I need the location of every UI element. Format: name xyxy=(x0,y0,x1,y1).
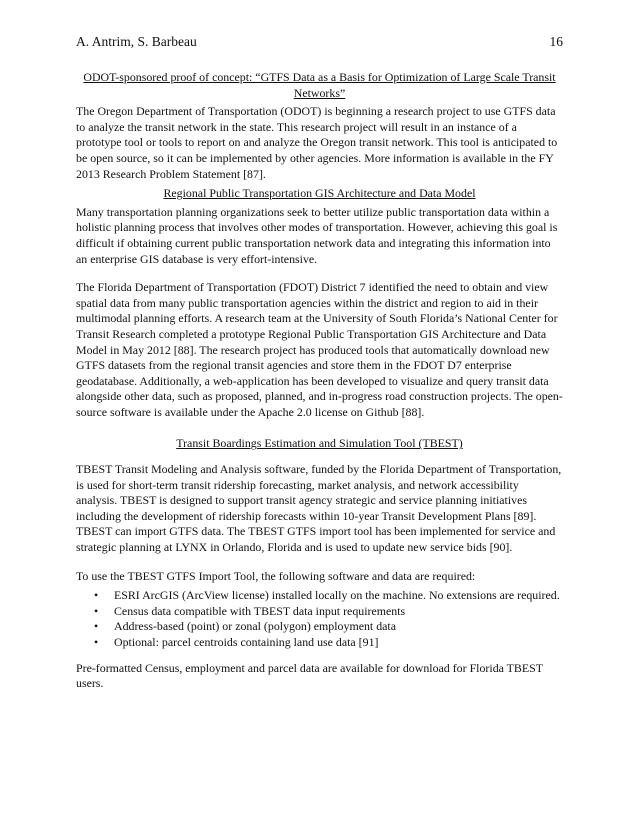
section-heading-tbest: Transit Boardings Estimation and Simulation Tool (TBEST) xyxy=(176,436,463,451)
section-heading-regional-gis: Regional Public Transportation GIS Architecture and Data Model xyxy=(163,186,476,201)
paragraph-regional-2: The Florida Department of Transportation (FDOT) District 7 identified the need to obtain and view spatial data from many public transportation agencies within the district and region to aid in their multimodal planning efforts. A research team at the University of South Florida’s National Center for Transit Research completed a prototype Regional Public Transportation GIS Architecture and Data Model in May 2012 [88]. The research project has produced tools that automatically download new GTFS datasets from the regional transit agencies and store them in the FDOT D7 enterprise geodatabase. Additionally, a web-application has been developed to visualize and query transit data alongside other data, such as proposed, planned, and in-progress road construction projects. The open-source software is available under the Apache 2.0 license on Github [88]. xyxy=(76,280,563,419)
requirements-list xyxy=(76,588,563,650)
paragraph-tbest-1: TBEST Transit Modeling and Analysis software, funded by the Florida Department of Transportation, is used for short-term transit ridership forecasting, market analysis, and network accessibility analysis. TBEST is designed to support transit agency strategic and service planning initiatives including the development of ridership forecasts within 10-year Transit Development Plans [89]. TBEST can import GTFS data. The TBEST GTFS import tool has been implemented for service and strategic planning at LYNX in Orlando, Florida and is used to update new service bids [90]. xyxy=(76,462,562,555)
paragraph-tbest-closing: Pre-formatted Census, employment and parcel data are available for download for Florida TBEST users. xyxy=(76,660,543,691)
page-body xyxy=(76,70,563,696)
list-item: • Address-based (point) or zonal (polygon) employment data xyxy=(76,619,563,635)
page-header xyxy=(76,34,563,50)
list-item: • ESRI ArcGIS (ArcView license) installed locally on the machine. No extensions are required. xyxy=(76,588,563,604)
list-item: • Census data compatible with TBEST data input requirements xyxy=(76,604,563,620)
list-item: • Optional: parcel centroids containing land use data [91] xyxy=(76,635,563,651)
section-heading-odot: ODOT-sponsored proof of concept: “GTFS Data as a Basis for Optimization of Large Scale Transit Networks” xyxy=(83,70,556,100)
paragraph-regional-1: Many transportation planning organizations seek to better utilize public transportation data within a holistic planning process that involves other modes of transportation. However, achieving this goal is difficult if obtaining current public transportation network data and integrating this information into an enterprise GIS database is very effort-intensive. xyxy=(76,204,558,266)
paragraph-odot: The Oregon Department of Transportation (ODOT) is beginning a research project to use GTFS data to analyze the transit network in the state. This research project will result in an instance of a prototype tool or tools to report on and analyze the Oregon transit network. This tool is anticipated to be open source, so it can be implemented by other agencies. More information is available in the FY 2013 Research Problem Statement [87]. xyxy=(76,104,558,181)
page-number: 16 xyxy=(549,34,563,49)
header-authors: A. Antrim, S. Barbeau xyxy=(76,34,197,49)
paragraph-tbest-intro: To use the TBEST GTFS Import Tool, the following software and data are required: xyxy=(76,568,476,583)
